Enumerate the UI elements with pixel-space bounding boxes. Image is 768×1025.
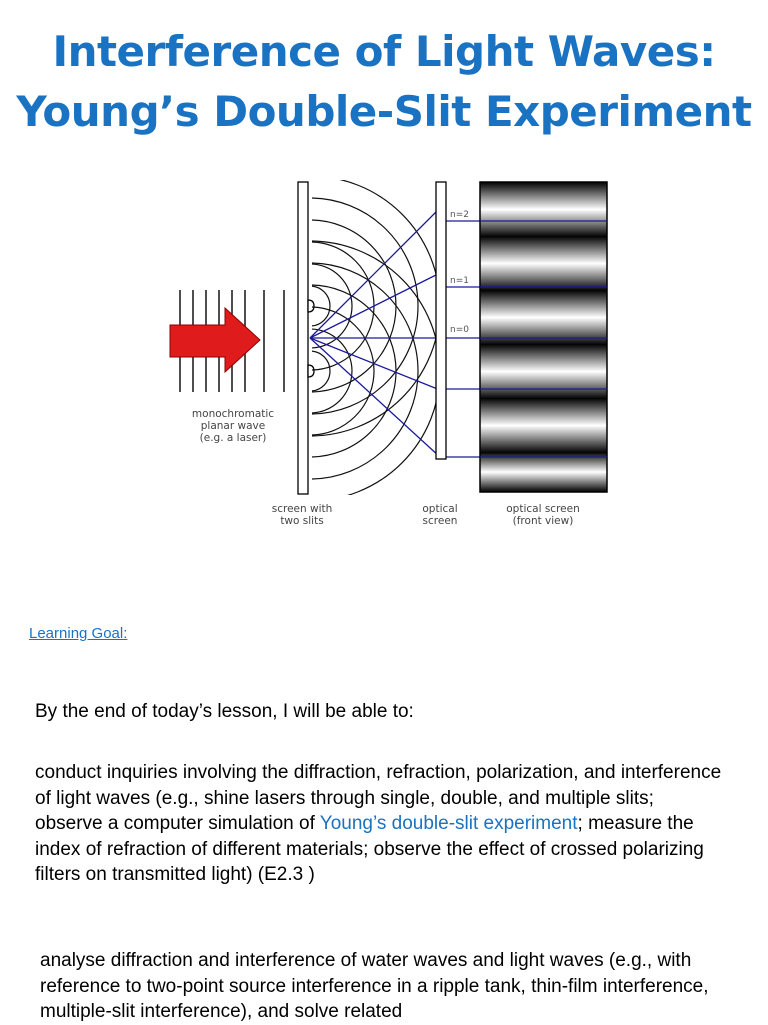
order-label-n2: n=2 — [450, 210, 469, 220]
goal-paragraph-1 — [35, 760, 725, 888]
youngs-experiment-link[interactable]: Young’s double-slit experiment — [319, 813, 578, 834]
lesson-intro: By the end of today’s lesson, I will be able to: — [35, 701, 414, 722]
double-slit-diagram — [150, 170, 620, 540]
optical-screen — [436, 182, 446, 459]
front-view-label-2: (front view) — [512, 515, 574, 527]
laser-arrow-icon — [170, 308, 260, 372]
title-line-1: Interference of Light Waves: — [52, 27, 716, 76]
source-label-2: planar wave — [200, 420, 266, 432]
optical-screen-label-2: screen — [422, 515, 458, 527]
goal-1-text-before: conduct inquiries involving the diffraction, refraction, polarization, and interference of light waves (e.g., shine lasers through single, double, and multiple slits; observe a computer simulation of — [35, 762, 722, 834]
goal-1-text-after: ; measure the index of refraction of different materials; observe the effect of crossed polarizing filters on transmitted light) (E2.3 ) — [35, 813, 704, 885]
order-label-n0: n=0 — [450, 325, 469, 335]
fringe-pattern — [480, 182, 607, 492]
page-title — [0, 22, 768, 142]
source-label-1: monochromatic — [191, 408, 275, 420]
learning-goal-link[interactable]: Learning Goal: — [29, 625, 128, 642]
slit-screen-label-2: two slits — [280, 515, 324, 527]
title-line-2: Young’s Double-Slit Experiment — [16, 87, 752, 136]
goal-paragraph-2: analyse diffraction and interference of water waves and light waves (e.g., with reference to two-point source interference in a ripple tank, thin-film interference, multiple-slit interference), and solve related — [40, 950, 709, 1022]
slit-screen-label-1: screen with — [271, 503, 333, 515]
front-view-label-1: optical screen — [506, 503, 580, 515]
source-label-3: (e.g. a laser) — [199, 432, 267, 444]
order-label-n1: n=1 — [450, 276, 469, 286]
optical-screen-label-1: optical — [422, 503, 458, 515]
